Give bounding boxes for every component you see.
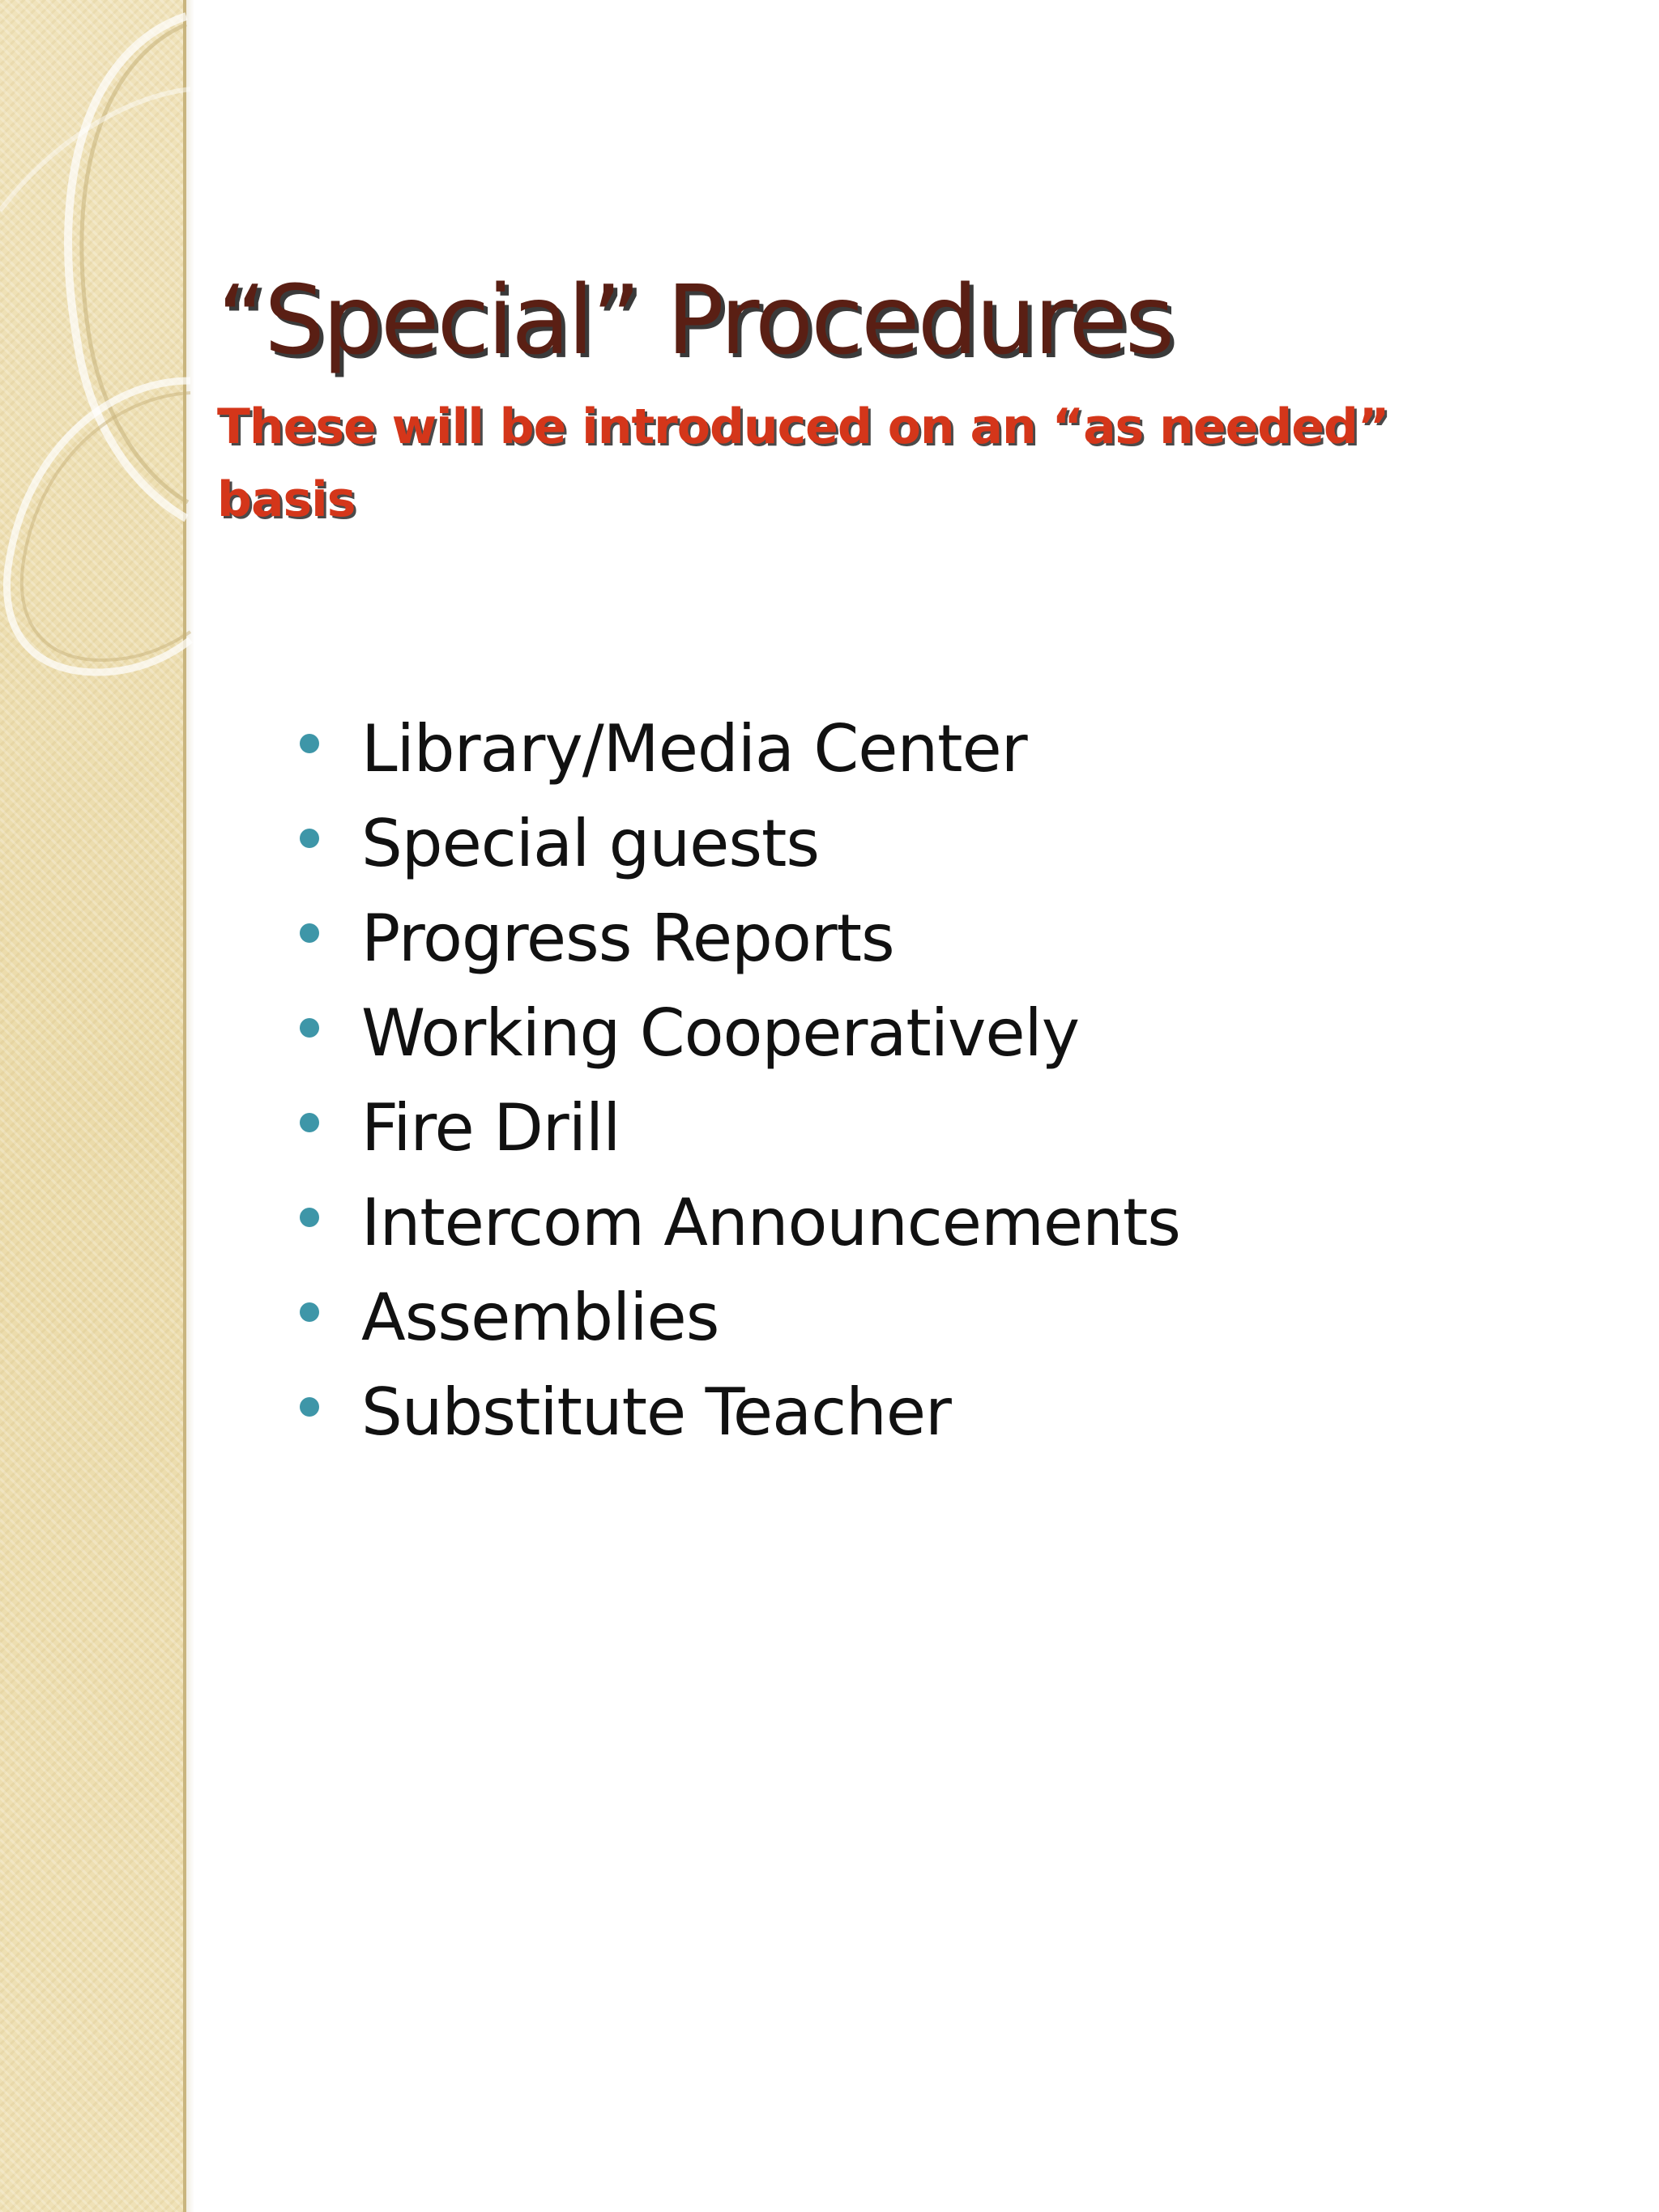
bullet-item <box>292 891 1111 986</box>
bullet-dot-icon <box>300 1113 319 1132</box>
bullet-text: Special guests <box>361 806 820 881</box>
bullet-item <box>292 1365 1111 1460</box>
bullet-list <box>292 701 1180 1460</box>
bullet-dot-icon <box>300 1208 319 1227</box>
bullet-text: Assemblies <box>361 1280 719 1355</box>
bullet-dot-icon <box>300 923 319 943</box>
bullet-text: Fire Drill <box>361 1090 621 1166</box>
title-block <box>217 259 1594 536</box>
swirl-ornament <box>0 0 194 729</box>
bullet-item <box>292 986 1111 1080</box>
bullet-item <box>292 1175 1180 1270</box>
bullet-dot-icon <box>300 1302 319 1322</box>
bullet-text: Substitute Teacher <box>361 1375 951 1450</box>
slide-title: “Special” Procedures <box>217 264 1173 376</box>
bullet-dot-icon <box>300 829 319 848</box>
bullet-item <box>292 701 1111 796</box>
bullet-item <box>292 1270 1111 1365</box>
bullet-text: Library/Media Center <box>361 711 1027 786</box>
bullet-text: Progress Reports <box>361 901 894 976</box>
bullet-text: Working Cooperatively <box>361 995 1080 1071</box>
bullet-item <box>292 796 1111 891</box>
bullet-item <box>292 1080 1111 1175</box>
slide-subtitle: These will be introduced on an “as needed” basis <box>217 399 1389 528</box>
bullet-dot-icon <box>300 1397 319 1417</box>
bullet-dot-icon <box>300 1018 319 1038</box>
bullet-text: Intercom Announcements <box>361 1185 1180 1260</box>
bullet-dot-icon <box>300 734 319 753</box>
